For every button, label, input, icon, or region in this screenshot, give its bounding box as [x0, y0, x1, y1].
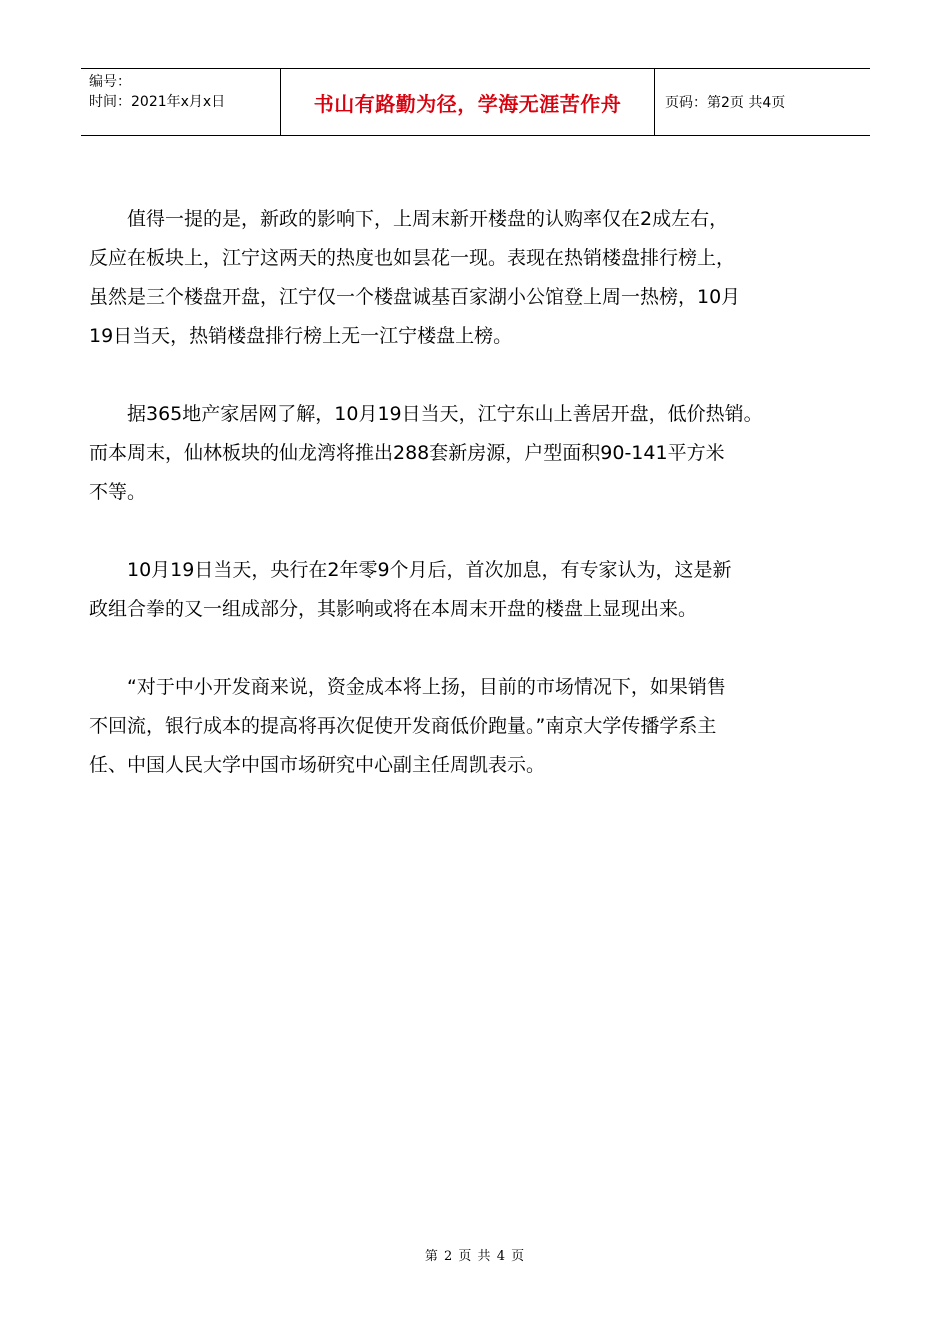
header-meta [81, 69, 281, 135]
paragraph-line: 据365地产家居网了解，10月19日当天，江宁东山上善居开盘，低价热销。 [127, 403, 763, 425]
paragraph-line: 10月19日当天，央行在2年零9个月后，首次加息，有专家认为，这是新 [127, 559, 732, 581]
document-time-label: 时间：2021年x月x日 [89, 94, 226, 110]
page-header [81, 68, 870, 136]
paragraph-line: 反应在板块上，江宁这两天的热度也如昙花一现。表现在热销楼盘排行榜上， [89, 247, 736, 269]
header-motto: 书山有路勤为径，学海无涯苦作舟 [281, 69, 655, 135]
paragraph-4 [89, 668, 864, 785]
paragraph-line: 政组合拳的又一组成部分，其影响或将在本周末开盘的楼盘上显现出来。 [89, 598, 698, 620]
paragraph-line: 19日当天，热销楼盘排行榜上无一江宁楼盘上榜。 [89, 325, 513, 347]
header-page-info: 页码：第2页 共4页 [665, 95, 786, 111]
article-body [89, 200, 864, 824]
paragraph-line: 值得一提的是，新政的影响下，上周末新开楼盘的认购率仅在2成左右， [127, 208, 729, 230]
paragraph-3 [89, 551, 864, 629]
paragraph-line: 不回流，银行成本的提高将再次促使开发商低价跑量。”南京大学传播学系主 [89, 715, 717, 737]
paragraph-line: 而本周末，仙林板块的仙龙湾将推出288套新房源，户型面积90-141平方米 [89, 442, 725, 464]
paragraph-line: 不等。 [89, 481, 147, 503]
paragraph-2 [89, 395, 864, 512]
document-number-label: 编号： [89, 74, 131, 90]
page-footer: 第 2 页 共 4 页 [424, 1249, 526, 1264]
paragraph-line: 任、中国人民大学中国市场研究中心副主任周凯表示。 [89, 754, 546, 776]
paragraph-1 [89, 200, 864, 356]
paragraph-line: 虽然是三个楼盘开盘，江宁仅一个楼盘诚基百家湖小公馆登上周一热榜，10月 [89, 286, 741, 308]
paragraph-line: “对于中小开发商来说，资金成本将上扬，目前的市场情况下，如果销售 [127, 676, 726, 698]
